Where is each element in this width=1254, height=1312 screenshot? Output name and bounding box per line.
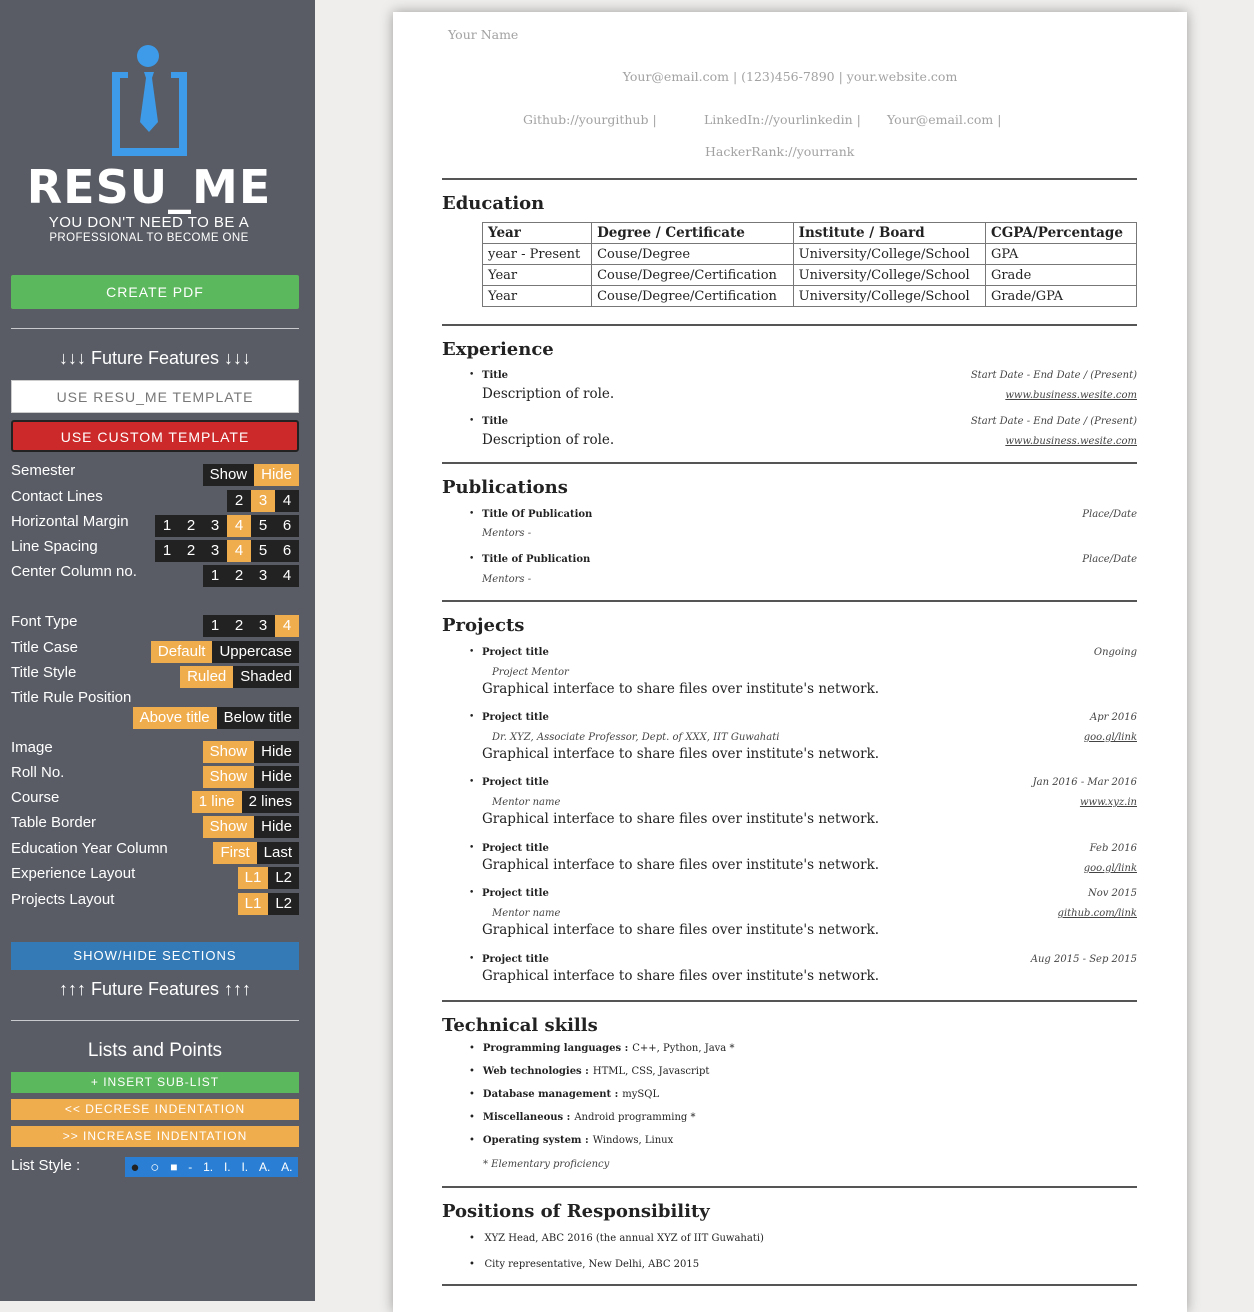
option-label: Experience Layout bbox=[11, 865, 136, 882]
option-choice-button[interactable]: Hide bbox=[254, 741, 299, 763]
option-row bbox=[11, 739, 299, 761]
bullet-icon: • bbox=[469, 777, 475, 787]
skill-values: Android programming * bbox=[574, 1112, 696, 1123]
project-description: Graphical interface to share files over institute's network. bbox=[482, 968, 880, 984]
experience-description: Description of role. bbox=[482, 386, 615, 402]
project-title: Project title bbox=[482, 843, 549, 854]
option-choice-button[interactable]: L1 bbox=[238, 867, 269, 889]
education-title: Education bbox=[442, 193, 545, 214]
bullet-icon: • bbox=[469, 1089, 475, 1100]
bullet-icon: • bbox=[469, 1066, 475, 1077]
use-resume-template-button[interactable]: USE RESU_ME TEMPLATE bbox=[11, 380, 299, 413]
section-rule bbox=[442, 178, 1137, 180]
option-choice-button[interactable]: Uppercase bbox=[212, 641, 299, 663]
list-style-option[interactable]: I. bbox=[223, 1160, 231, 1174]
option-choice-button[interactable]: 2 lines bbox=[242, 791, 299, 813]
project-link[interactable]: goo.gl/link bbox=[1083, 863, 1137, 874]
increase-indentation-button[interactable]: >> INCREASE INDENTATION bbox=[11, 1126, 299, 1147]
option-label: Image bbox=[11, 739, 53, 756]
education-header: Degree / Certificate bbox=[592, 223, 794, 244]
option-choice-button[interactable]: First bbox=[213, 842, 256, 864]
bullet-icon: • bbox=[469, 647, 475, 657]
project-description: Graphical interface to share files over institute's network. bbox=[482, 746, 880, 762]
contact-line[interactable]: Your@email.com | (123)456-7890 | your.website.com bbox=[622, 69, 958, 84]
option-label: Semester bbox=[11, 462, 76, 479]
project-date: Apr 2016 bbox=[1089, 712, 1137, 723]
list-style-option[interactable]: ■ bbox=[170, 1160, 178, 1174]
skill-category: Operating system : bbox=[482, 1135, 589, 1146]
option-choice-button[interactable]: Ruled bbox=[180, 666, 233, 688]
table-row bbox=[483, 244, 1137, 265]
option-choice-button[interactable]: 3 bbox=[251, 490, 275, 512]
table-cell[interactable]: Couse/Degree/Certification bbox=[592, 265, 794, 286]
option-choice-button[interactable]: 6 bbox=[275, 515, 299, 537]
positions-title: Positions of Responsibility bbox=[442, 1201, 710, 1222]
option-label: Horizontal Margin bbox=[11, 513, 129, 530]
project-title: Project title bbox=[482, 954, 549, 965]
option-choices bbox=[238, 893, 299, 915]
project-date: Feb 2016 bbox=[1089, 843, 1137, 854]
publication-mentors: Mentors - bbox=[482, 528, 532, 539]
experience-role-title: Title bbox=[482, 416, 509, 427]
option-row bbox=[11, 891, 299, 913]
option-choice-button[interactable]: Below title bbox=[217, 707, 299, 729]
bullet-icon: • bbox=[469, 554, 475, 564]
skill-values: Windows, Linux bbox=[592, 1135, 674, 1146]
list-style-label: List Style : bbox=[11, 1157, 81, 1174]
table-row bbox=[483, 286, 1137, 307]
option-label: Course bbox=[11, 789, 60, 806]
publication-place: Place/Date bbox=[1082, 554, 1137, 565]
future-features-heading-bottom: ↑↑↑ Future Features ↑↑↑ bbox=[58, 979, 252, 999]
section-rule bbox=[442, 1000, 1137, 1002]
project-date: Nov 2015 bbox=[1087, 888, 1137, 899]
option-choice-button[interactable]: Default bbox=[151, 641, 213, 663]
project-link[interactable]: github.com/link bbox=[1057, 908, 1137, 919]
table-cell[interactable]: Grade/GPA bbox=[985, 286, 1136, 307]
option-choices bbox=[203, 766, 299, 788]
publication-item[interactable] bbox=[469, 509, 1137, 543]
option-choices bbox=[203, 741, 299, 763]
project-description: Graphical interface to share files over institute's network. bbox=[482, 857, 880, 873]
option-row bbox=[11, 488, 299, 510]
option-label: Education Year Column bbox=[11, 840, 168, 857]
skill-item[interactable] bbox=[469, 1066, 709, 1077]
experience-dates: Start Date - End Date / (Present) bbox=[970, 370, 1137, 381]
hackerrank-link[interactable]: HackerRank://yourrank bbox=[705, 144, 855, 159]
experience-item[interactable] bbox=[469, 416, 1137, 456]
option-choice-button[interactable]: L2 bbox=[268, 867, 299, 889]
experience-link[interactable]: www.business.wesite.com bbox=[1005, 390, 1137, 401]
project-link[interactable]: www.xyz.in bbox=[1079, 797, 1137, 808]
option-choices bbox=[213, 842, 299, 864]
table-cell[interactable]: Grade bbox=[985, 265, 1136, 286]
education-table-header bbox=[483, 223, 1137, 244]
project-title: Project title bbox=[482, 712, 549, 723]
table-cell[interactable]: University/College/School bbox=[793, 244, 985, 265]
position-item[interactable] bbox=[469, 1233, 764, 1244]
experience-title: Experience bbox=[442, 339, 554, 360]
education-header: CGPA/Percentage bbox=[985, 223, 1136, 244]
position-text: XYZ Head, ABC 2016 (the annual XYZ of IIT Guwahati) bbox=[484, 1233, 764, 1244]
table-cell[interactable]: GPA bbox=[985, 244, 1136, 265]
option-choice-button[interactable]: Hide bbox=[254, 464, 299, 486]
option-choices bbox=[203, 615, 299, 637]
education-table bbox=[482, 222, 1137, 307]
experience-description: Description of role. bbox=[482, 432, 615, 448]
project-title: Project title bbox=[482, 647, 549, 658]
table-row bbox=[483, 265, 1137, 286]
option-choice-button[interactable]: 1 bbox=[203, 565, 227, 587]
option-choice-button[interactable]: 1 bbox=[155, 540, 179, 562]
project-date: Aug 2015 - Sep 2015 bbox=[1030, 954, 1137, 965]
divider bbox=[11, 1020, 299, 1021]
option-label: Font Type bbox=[11, 613, 78, 630]
option-choices bbox=[155, 515, 299, 537]
option-row bbox=[11, 563, 299, 585]
project-item[interactable] bbox=[469, 712, 1137, 762]
publication-mentors: Mentors - bbox=[482, 574, 532, 585]
create-pdf-button[interactable]: CREATE PDF bbox=[11, 275, 299, 309]
option-row bbox=[11, 639, 299, 661]
option-choices bbox=[192, 791, 299, 813]
table-cell[interactable]: Couse/Degree bbox=[592, 244, 794, 265]
insert-sublist-button[interactable]: + INSERT SUB-LIST bbox=[11, 1072, 299, 1093]
project-description: Graphical interface to share files over institute's network. bbox=[482, 922, 880, 938]
option-label: Line Spacing bbox=[11, 538, 98, 555]
option-choice-button[interactable]: 4 bbox=[227, 540, 251, 562]
show-hide-sections-button[interactable]: SHOW/HIDE SECTIONS bbox=[11, 942, 299, 970]
option-choice-button[interactable]: 2 bbox=[227, 490, 251, 512]
option-choice-button[interactable]: Shaded bbox=[233, 666, 299, 688]
bullet-icon: • bbox=[469, 1135, 475, 1146]
option-choice-button[interactable]: 2 bbox=[179, 515, 203, 537]
skill-item[interactable] bbox=[469, 1043, 734, 1054]
publication-place: Place/Date bbox=[1082, 509, 1137, 520]
option-choice-button[interactable]: 1 bbox=[155, 515, 179, 537]
option-choice-button[interactable]: 3 bbox=[251, 615, 275, 637]
tagline-line-1: YOU DON'T NEED TO BE A bbox=[48, 214, 250, 231]
project-link[interactable]: goo.gl/link bbox=[1083, 732, 1137, 743]
skill-item[interactable] bbox=[469, 1135, 673, 1146]
list-style-option[interactable]: ○ bbox=[150, 1158, 160, 1176]
brand-title: RESU_ME bbox=[26, 160, 272, 214]
project-date: Ongoing bbox=[1093, 647, 1137, 658]
option-row bbox=[11, 513, 299, 535]
bullet-icon: • bbox=[469, 370, 475, 380]
option-row bbox=[11, 462, 299, 484]
option-choices bbox=[203, 816, 299, 838]
option-choices bbox=[203, 464, 299, 486]
bullet-icon: • bbox=[469, 1112, 475, 1123]
project-title: Project title bbox=[482, 888, 549, 899]
tagline-line-2: PROFESSIONAL TO BECOME ONE bbox=[49, 232, 249, 244]
option-choice-button[interactable]: 5 bbox=[251, 515, 275, 537]
experience-link[interactable]: www.business.wesite.com bbox=[1005, 436, 1137, 447]
option-label: Contact Lines bbox=[11, 488, 103, 505]
option-choice-button[interactable]: 2 bbox=[227, 565, 251, 587]
option-choice-button[interactable]: Show bbox=[203, 464, 255, 486]
table-cell[interactable]: Couse/Degree/Certification bbox=[592, 286, 794, 307]
skill-category: Miscellaneous : bbox=[482, 1112, 571, 1123]
bullet-icon: • bbox=[469, 712, 475, 722]
education-header: Year bbox=[483, 223, 592, 244]
project-mentor: Project Mentor bbox=[492, 667, 569, 678]
skill-category: Web technologies : bbox=[482, 1066, 589, 1077]
sidebar bbox=[0, 0, 315, 1301]
option-label: Title Case bbox=[11, 639, 78, 656]
skills-footnote: * Elementary proficiency bbox=[483, 1159, 610, 1170]
experience-item[interactable] bbox=[469, 370, 1137, 410]
table-cell[interactable]: University/College/School bbox=[793, 286, 985, 307]
skill-values: C++, Python, Java * bbox=[632, 1043, 735, 1054]
option-choice-button[interactable]: 2 bbox=[227, 615, 251, 637]
publication-title: Title of Publication bbox=[482, 554, 591, 565]
option-choice-button[interactable]: L1 bbox=[238, 893, 269, 915]
project-item[interactable] bbox=[469, 647, 1137, 697]
skill-values: HTML, CSS, Javascript bbox=[592, 1066, 710, 1077]
option-choice-button[interactable]: L2 bbox=[268, 893, 299, 915]
project-mentor: Mentor name bbox=[492, 908, 561, 919]
future-features-heading-top: ↓↓↓ Future Features ↓↓↓ bbox=[58, 348, 252, 368]
education-header: Institute / Board bbox=[793, 223, 985, 244]
project-description: Graphical interface to share files over institute's network. bbox=[482, 811, 880, 827]
resume-name[interactable]: Your Name bbox=[448, 27, 519, 42]
bullet-icon: • bbox=[469, 1233, 475, 1244]
skill-values: mySQL bbox=[622, 1089, 660, 1100]
bullet-icon: • bbox=[469, 843, 475, 853]
bullet-icon: • bbox=[469, 1043, 475, 1054]
option-row bbox=[11, 789, 299, 811]
use-custom-template-button[interactable]: USE CUSTOM TEMPLATE bbox=[11, 420, 299, 452]
decrease-indentation-button[interactable]: << DECRESE INDENTATION bbox=[11, 1099, 299, 1120]
option-choice-button[interactable]: 2 bbox=[179, 540, 203, 562]
publication-item[interactable] bbox=[469, 554, 1137, 588]
option-choice-button[interactable]: Show bbox=[203, 816, 255, 838]
section-rule bbox=[442, 1186, 1137, 1188]
project-mentor: Mentor name bbox=[492, 797, 561, 808]
option-choice-button[interactable]: 3 bbox=[203, 540, 227, 562]
option-choices bbox=[133, 707, 299, 729]
project-item[interactable] bbox=[469, 843, 1137, 883]
skill-category: Database management : bbox=[482, 1089, 619, 1100]
option-row bbox=[11, 538, 299, 560]
linkedin-link[interactable]: LinkedIn://yourlinkedin | bbox=[704, 112, 861, 127]
list-style-selector bbox=[125, 1157, 298, 1177]
section-rule bbox=[442, 324, 1137, 326]
option-choice-button[interactable]: 4 bbox=[275, 615, 299, 637]
section-rule bbox=[442, 462, 1137, 464]
option-label: Title Rule Position bbox=[11, 689, 132, 706]
table-cell[interactable]: Year bbox=[483, 286, 592, 307]
technical-skills-title: Technical skills bbox=[442, 1015, 598, 1036]
section-rule bbox=[442, 1284, 1137, 1286]
list-style-option[interactable]: 1. bbox=[203, 1160, 214, 1174]
option-row bbox=[11, 613, 299, 635]
option-choice-button[interactable]: 1 line bbox=[192, 791, 242, 813]
skill-category: Programming languages : bbox=[482, 1043, 629, 1054]
option-choice-button[interactable]: 4 bbox=[227, 515, 251, 537]
project-item[interactable] bbox=[469, 954, 1137, 994]
project-item[interactable] bbox=[469, 777, 1137, 827]
option-choice-button[interactable]: 3 bbox=[203, 515, 227, 537]
list-style-option[interactable]: I. bbox=[241, 1160, 249, 1174]
option-choice-button[interactable]: Hide bbox=[254, 816, 299, 838]
option-choice-button[interactable]: Show bbox=[203, 741, 255, 763]
divider bbox=[11, 328, 299, 329]
skill-item[interactable] bbox=[469, 1089, 659, 1100]
option-choices bbox=[155, 540, 299, 562]
bullet-icon: • bbox=[469, 954, 475, 964]
project-title: Project title bbox=[482, 777, 549, 788]
list-style-option[interactable]: A. bbox=[281, 1160, 293, 1174]
option-choice-button[interactable]: 4 bbox=[275, 565, 299, 587]
option-choice-button[interactable]: 1 bbox=[203, 615, 227, 637]
bullet-icon: • bbox=[469, 888, 475, 898]
experience-dates: Start Date - End Date / (Present) bbox=[970, 416, 1137, 427]
option-choice-button[interactable]: Show bbox=[203, 766, 255, 788]
option-choices bbox=[227, 490, 299, 512]
table-cell[interactable]: University/College/School bbox=[793, 265, 985, 286]
table-cell[interactable]: year - Present bbox=[483, 244, 592, 265]
publication-title: Title Of Publication bbox=[482, 509, 593, 520]
option-row bbox=[11, 840, 299, 862]
option-label: Center Column no. bbox=[11, 563, 137, 580]
table-cell[interactable]: Year bbox=[483, 265, 592, 286]
github-link[interactable]: Github://yourgithub | bbox=[523, 112, 657, 127]
projects-title: Projects bbox=[442, 615, 525, 636]
option-choice-button[interactable]: Last bbox=[257, 842, 299, 864]
option-choices bbox=[151, 641, 299, 663]
option-choices bbox=[180, 666, 299, 688]
option-label: Projects Layout bbox=[11, 891, 115, 908]
email-secondary[interactable]: Your@email.com | bbox=[887, 112, 1002, 127]
option-row bbox=[11, 664, 299, 686]
list-style-option[interactable]: ● bbox=[130, 1158, 140, 1176]
bullet-icon: • bbox=[469, 1259, 475, 1270]
option-label: Roll No. bbox=[11, 764, 65, 781]
option-row bbox=[11, 865, 299, 887]
resume-logo-icon bbox=[112, 44, 187, 156]
option-choice-button[interactable]: 6 bbox=[275, 540, 299, 562]
project-mentor: Dr. XYZ, Associate Professor, Dept. of XXX, IIT Guwahati bbox=[492, 732, 780, 743]
option-choices bbox=[238, 867, 299, 889]
option-label: Title Style bbox=[11, 664, 77, 681]
option-choice-button[interactable]: 3 bbox=[251, 565, 275, 587]
option-row bbox=[11, 814, 299, 836]
bullet-icon: • bbox=[469, 416, 475, 426]
skill-item[interactable] bbox=[469, 1112, 695, 1123]
project-description: Graphical interface to share files over institute's network. bbox=[482, 681, 880, 697]
bullet-icon: • bbox=[469, 509, 475, 519]
experience-role-title: Title bbox=[482, 370, 509, 381]
option-choice-button[interactable]: 4 bbox=[275, 490, 299, 512]
position-item[interactable] bbox=[469, 1259, 699, 1270]
option-label: Table Border bbox=[11, 814, 97, 831]
resume-paper bbox=[393, 12, 1187, 1312]
list-style-option[interactable]: A. bbox=[258, 1160, 271, 1174]
position-text: City representative, New Delhi, ABC 2015 bbox=[484, 1259, 700, 1270]
option-choice-button[interactable]: Above title bbox=[133, 707, 217, 729]
lists-points-heading: Lists and Points bbox=[87, 1040, 223, 1061]
publications-title: Publications bbox=[442, 477, 568, 498]
list-style-option[interactable]: - bbox=[188, 1160, 193, 1174]
option-row bbox=[11, 689, 299, 726]
option-choice-button[interactable]: Hide bbox=[254, 766, 299, 788]
project-date: Jan 2016 - Mar 2016 bbox=[1032, 777, 1137, 788]
project-item[interactable] bbox=[469, 888, 1137, 938]
option-choices bbox=[203, 565, 299, 587]
option-row bbox=[11, 764, 299, 786]
option-choice-button[interactable]: 5 bbox=[251, 540, 275, 562]
section-rule bbox=[442, 600, 1137, 602]
